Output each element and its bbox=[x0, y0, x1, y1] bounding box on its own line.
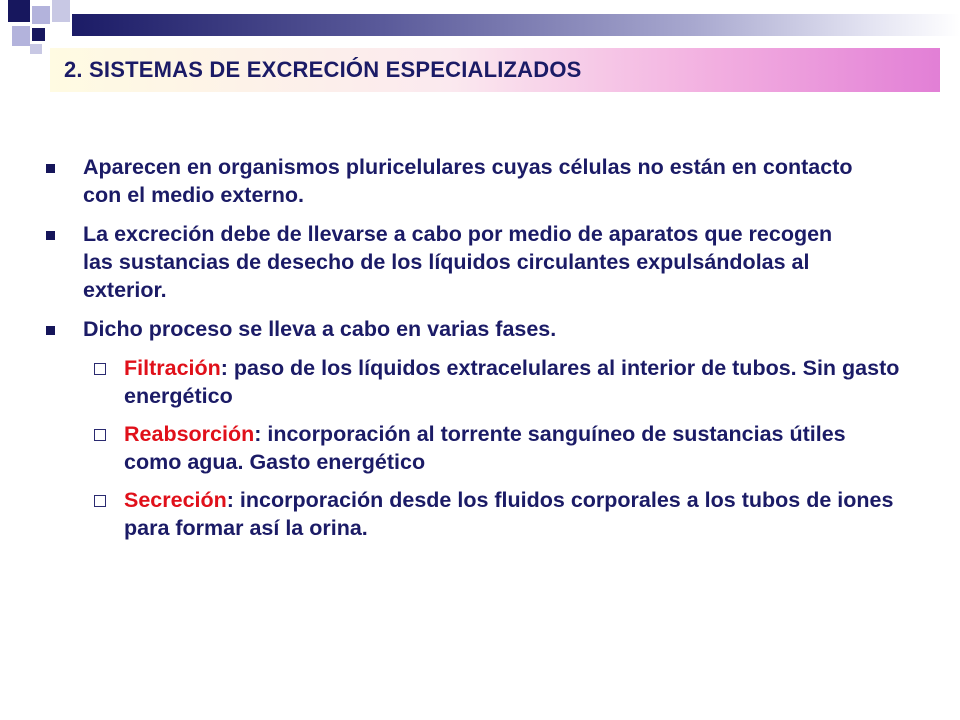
hollow-square-bullet-icon bbox=[94, 495, 106, 507]
phase-term: Reabsorción bbox=[124, 422, 255, 446]
slide-title: 2. SISTEMAS DE EXCRECIÓN ESPECIALIZADOS bbox=[64, 57, 582, 82]
phase-text bbox=[124, 420, 904, 476]
phase-item bbox=[94, 420, 916, 476]
phase-description: : paso de los líquidos extracelulares al interior de tubos. Sin gasto energético bbox=[124, 356, 900, 408]
bullet-text: Dicho proceso se lleva a cabo en varias fases. bbox=[83, 317, 557, 341]
decorative-square-icon bbox=[12, 26, 30, 46]
hollow-square-bullet-icon bbox=[94, 363, 106, 375]
phase-text bbox=[124, 354, 904, 410]
square-bullet-icon bbox=[46, 164, 55, 173]
phase-description: : incorporación al torrente sanguíneo de sustancias útiles como agua. Gasto energético bbox=[124, 422, 846, 474]
title-band bbox=[50, 48, 940, 92]
phase-term: Filtración bbox=[124, 356, 221, 380]
phase-item bbox=[94, 354, 916, 410]
phase-text bbox=[124, 486, 904, 542]
phase-item bbox=[94, 486, 916, 542]
square-bullet-icon bbox=[46, 326, 55, 335]
decorative-square-icon bbox=[32, 28, 45, 41]
square-bullet-icon bbox=[46, 231, 55, 240]
decorative-square-icon bbox=[8, 0, 30, 22]
bullet-item bbox=[46, 153, 916, 209]
phase-term: Secreción bbox=[124, 488, 227, 512]
header-gradient-bar bbox=[72, 14, 960, 36]
bullet-item bbox=[46, 315, 916, 343]
phase-description: : incorporación desde los fluidos corporales a los tubos de iones para formar así la orina. bbox=[124, 488, 894, 540]
decorative-square-icon bbox=[52, 0, 70, 22]
decorative-square-icon bbox=[32, 6, 50, 24]
bullet-item bbox=[46, 220, 916, 304]
slide-content bbox=[46, 153, 916, 552]
decorative-square-icon bbox=[30, 44, 42, 54]
bullet-text: La excreción debe de llevarse a cabo por medio de aparatos que recogen las sustancias de desecho de los líquidos circulantes expulsándolas al exterior. bbox=[83, 222, 833, 302]
bullet-text: Aparecen en organismos pluricelulares cuyas células no están en contacto con el medio externo. bbox=[83, 155, 853, 207]
hollow-square-bullet-icon bbox=[94, 429, 106, 441]
